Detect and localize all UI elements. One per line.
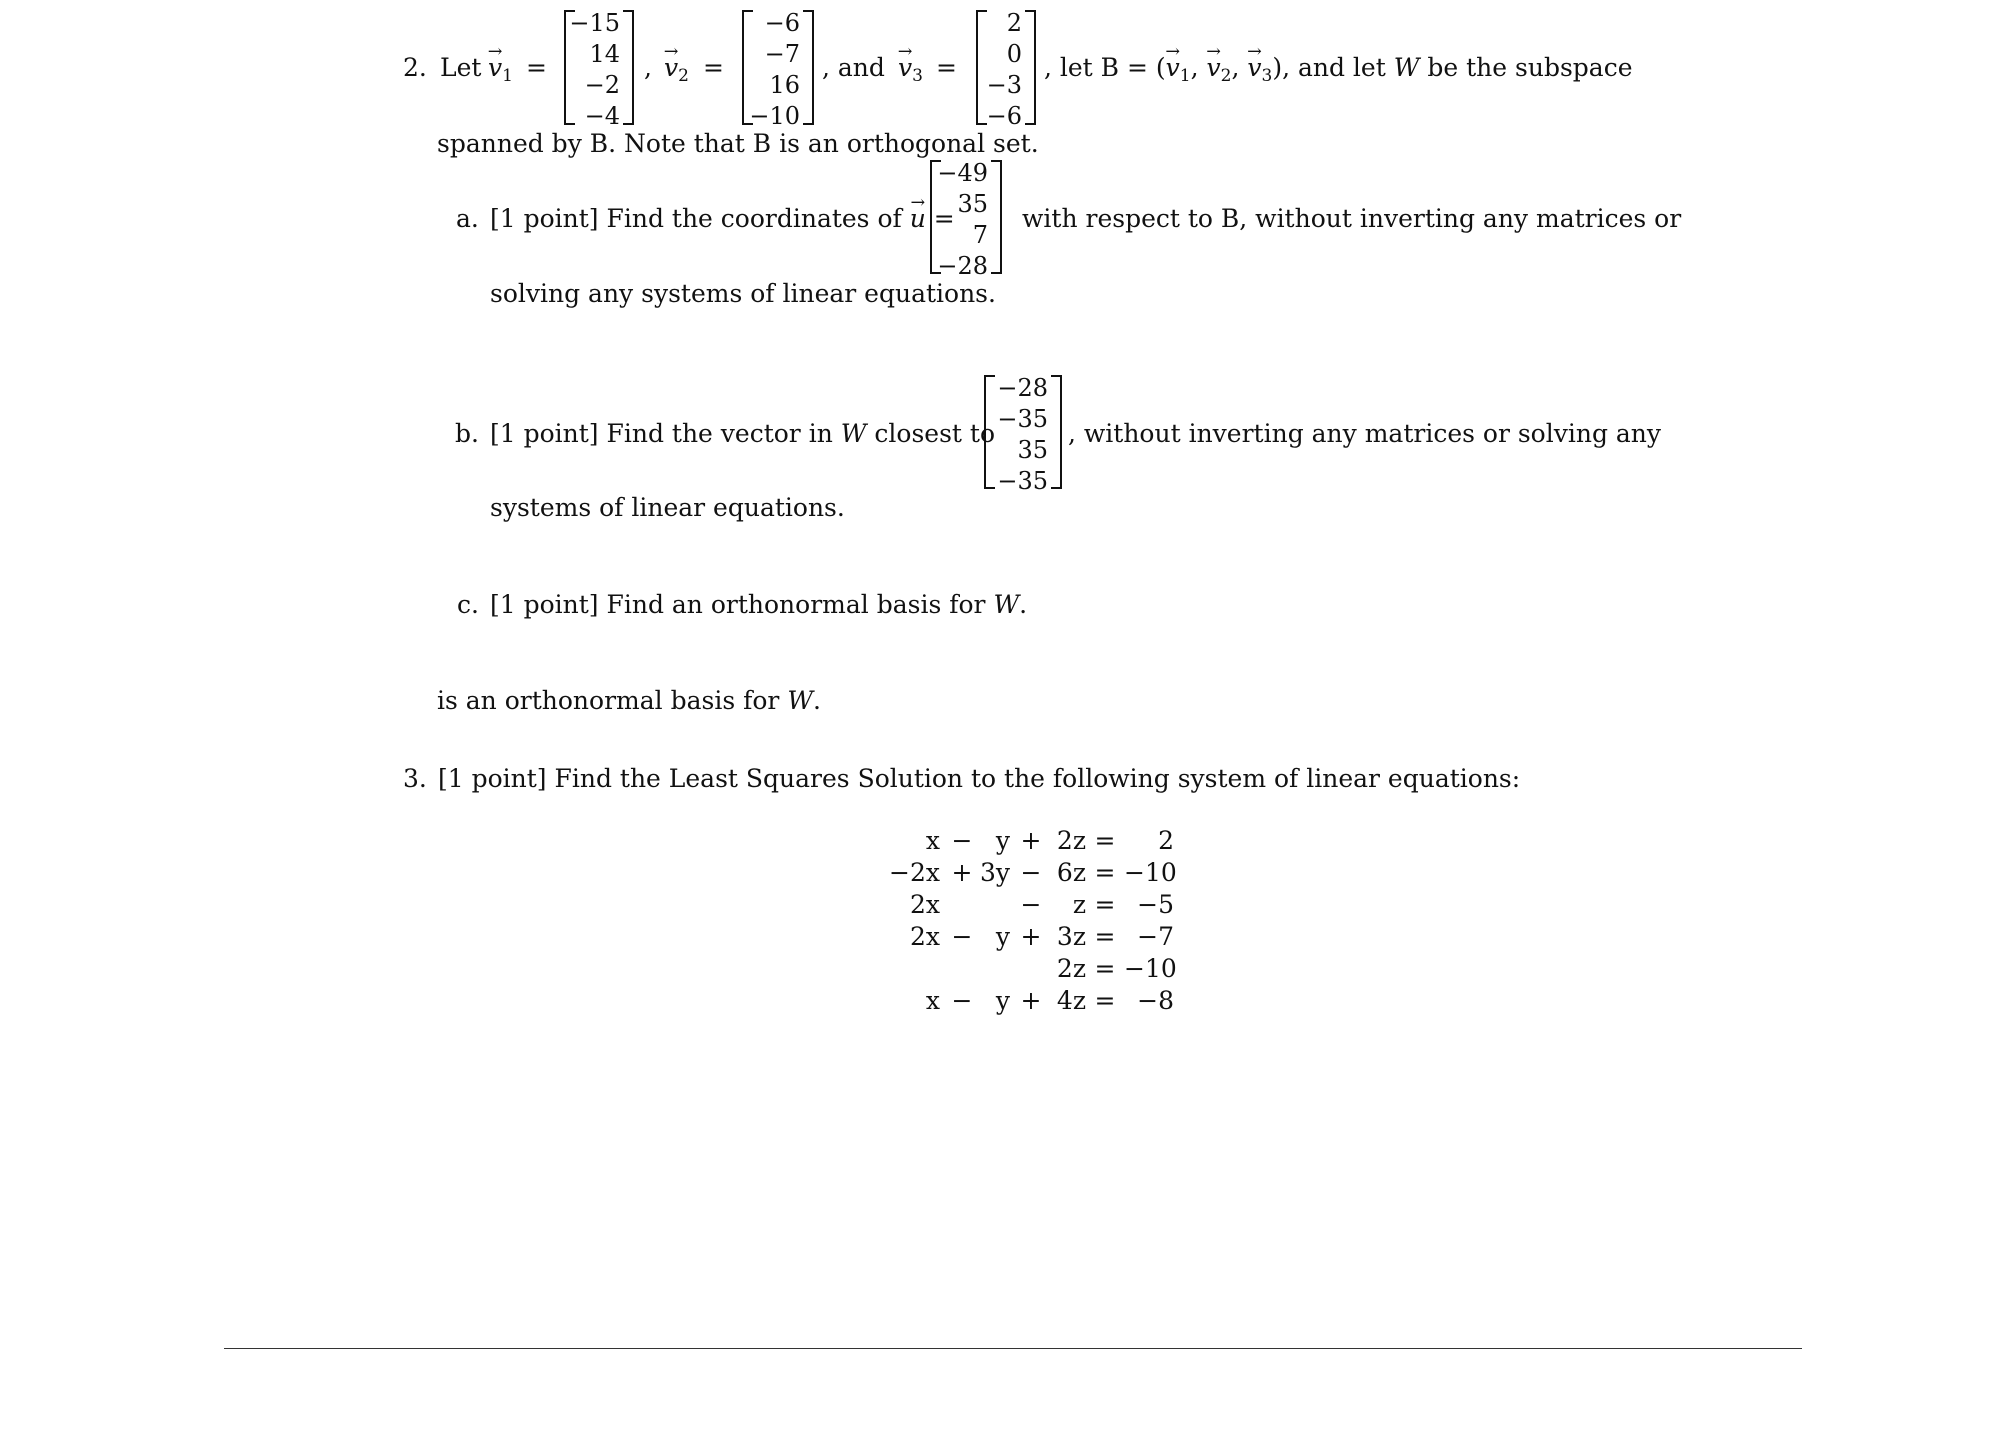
term-z: 6z	[1056, 858, 1086, 887]
equals: =	[1094, 922, 1116, 951]
page-divider	[224, 1348, 1802, 1349]
rhs: −8	[1137, 986, 1174, 1015]
operator: −	[951, 826, 973, 855]
part-b-text-3: systems of linear equations.	[490, 493, 845, 522]
problem-2-number: 2.	[403, 53, 427, 82]
term-x: 2x	[909, 890, 940, 919]
term-y: y	[995, 826, 1010, 855]
v2-matrix	[742, 9, 814, 130]
equals: =	[1094, 986, 1116, 1015]
term-z: 2z	[1056, 954, 1086, 983]
matrix-cell: −6	[764, 9, 800, 37]
term-x: −2x	[889, 858, 940, 887]
matrix-cell: 14	[589, 40, 620, 68]
v3-symbol: → $v_3$	[898, 55, 923, 85]
problem-2-line-2: spanned by B. Note that B is an orthogonal set.	[437, 129, 1039, 158]
matrix-cell: −15	[569, 9, 620, 37]
operator: −	[951, 922, 973, 951]
closest-target-matrix	[984, 374, 1062, 495]
part-a-label: a.	[456, 204, 479, 233]
matrix-cell: −49	[937, 159, 988, 187]
operator: −	[1020, 858, 1042, 887]
part-b-text-2: , without inverting any matrices or solving any	[1068, 419, 1662, 448]
matrix-cell: 0	[1006, 40, 1022, 68]
term-x: x	[925, 826, 940, 855]
term-z: 4z	[1056, 986, 1086, 1015]
equals: =	[1094, 826, 1116, 855]
matrix-cell: −10	[749, 102, 800, 130]
matrix-cell: −35	[997, 467, 1048, 495]
matrix-cell: 2	[1006, 9, 1022, 37]
v2-equals: =	[703, 53, 724, 82]
operator: −	[1020, 890, 1042, 919]
part-c-label: c.	[457, 590, 479, 619]
rhs: −10	[1124, 858, 1177, 887]
part-b-label: b.	[455, 419, 479, 448]
term-z: 2z	[1056, 826, 1086, 855]
rhs: −10	[1124, 954, 1177, 983]
matrix-cell: −6	[986, 102, 1022, 130]
part-a-text-3: solving any systems of linear equations.	[490, 279, 996, 308]
v2-symbol: → $v_2$	[664, 55, 689, 85]
v3-matrix	[976, 9, 1036, 130]
term-y: y	[995, 922, 1010, 951]
rhs: 2	[1158, 826, 1174, 855]
matrix-cell: −4	[584, 102, 620, 130]
problem-3-number: 3.	[403, 764, 427, 793]
operator: +	[1020, 922, 1042, 951]
matrix-cell: 7	[972, 221, 988, 249]
basis-definition: , let B = (→ $v_1$, → $v_2$, → $v_3$), and let W be the subspace	[1044, 55, 1633, 85]
let-label: Let	[440, 53, 482, 82]
rhs: −7	[1137, 922, 1174, 951]
operator: +	[951, 858, 973, 887]
equals: =	[1094, 954, 1116, 983]
and-text: , and	[822, 53, 885, 82]
v3-equals: =	[936, 53, 957, 82]
matrix-cell: −28	[997, 374, 1048, 402]
matrix-cell: −35	[997, 405, 1048, 433]
term-z: z	[1072, 890, 1086, 919]
operator: +	[1020, 986, 1042, 1015]
matrix-cell: −2	[584, 71, 620, 99]
part-a-text-2: with respect to B, without inverting any matrices or	[1022, 204, 1682, 233]
term-z: 3z	[1056, 922, 1086, 951]
part-b-text-1: [1 point] Find the vector in W closest to	[490, 419, 996, 448]
term-y: 3y	[980, 858, 1011, 887]
part-c-text: [1 point] Find an orthonormal basis for W.	[490, 590, 1028, 619]
matrix-cell: 35	[1017, 436, 1048, 464]
matrix-cell: 35	[957, 190, 988, 218]
v1-equals: =	[526, 53, 547, 82]
v1-symbol: → $v_1$	[488, 55, 513, 85]
orthonormal-conclusion: is an orthonormal basis for W.	[437, 686, 821, 715]
term-y: y	[995, 986, 1010, 1015]
matrix-cell: −3	[986, 71, 1022, 99]
comma: ,	[644, 53, 652, 82]
equals: =	[1094, 890, 1116, 919]
term-x: 2x	[909, 922, 940, 951]
v1-matrix	[564, 9, 634, 130]
operator: +	[1020, 826, 1042, 855]
part-a-text-1: [1 point] Find the coordinates of → u =	[490, 206, 955, 231]
term-x: x	[925, 986, 940, 1015]
matrix-cell: −7	[764, 40, 800, 68]
matrix-cell: 16	[769, 71, 800, 99]
rhs: −5	[1137, 890, 1174, 919]
u-matrix	[930, 159, 1002, 280]
equals: =	[1094, 858, 1116, 887]
operator: −	[951, 986, 973, 1015]
problem-3-text: [1 point] Find the Least Squares Solution to the following system of linear equations:	[438, 764, 1521, 793]
matrix-cell: −28	[937, 252, 988, 280]
